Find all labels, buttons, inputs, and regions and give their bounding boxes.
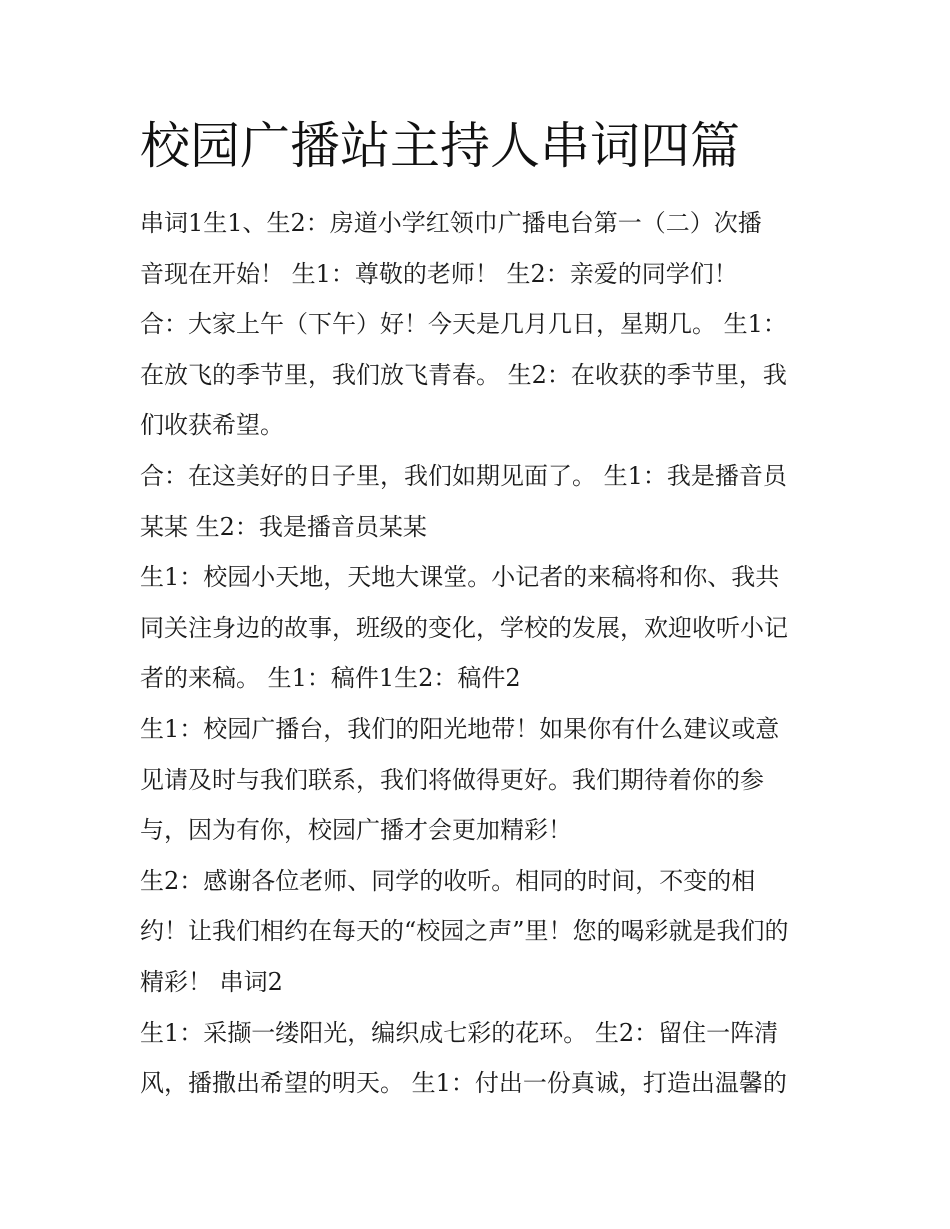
body-line: 生1：采撷一缕阳光，编织成七彩的花环。 生2：留住一阵清 bbox=[140, 1018, 779, 1047]
document-body bbox=[140, 198, 820, 1109]
body-line: 同关注身边的故事，班级的变化，学校的发展，欢迎收听小记 bbox=[140, 613, 788, 642]
body-line: 串词1生1、生2：房道小学红领巾广播电台第一（二）次播 bbox=[140, 209, 762, 237]
document-title: 校园广播站主持人串词四篇 bbox=[140, 117, 740, 175]
body-line: 者的来稿。 生1：稿件1生2：稿件2 bbox=[140, 664, 521, 693]
body-line: 生1：校园小天地，天地大课堂。小记者的来稿将和你、我共 bbox=[140, 563, 780, 592]
body-line: 与，因为有你，校园广播才会更加精彩！ bbox=[140, 816, 572, 845]
body-line: 们收获希望。 bbox=[140, 411, 284, 440]
body-line: 合：大家上午（下午）好！今天是几月几日，星期几。 生1： bbox=[140, 310, 787, 339]
body-line: 某某 生2：我是播音员某某 bbox=[140, 512, 427, 541]
body-line: 音现在开始！ 生1：尊敬的老师！ 生2：亲爱的同学们！ bbox=[140, 259, 738, 288]
body-line: 在放飞的季节里，我们放飞青春。 生2：在收获的季节里，我 bbox=[140, 360, 787, 389]
body-line: 生2：感谢各位老师、同学的收听。相同的时间，不变的相 bbox=[140, 866, 756, 895]
body-line: 精彩！ 串词2 bbox=[140, 967, 283, 996]
body-line: 约！让我们相约在每天的“校园之声”里！您的喝彩就是我们的 bbox=[140, 917, 789, 946]
body-line: 见请及时与我们联系，我们将做得更好。我们期待着你的参 bbox=[140, 765, 764, 794]
body-line: 合：在这美好的日子里，我们如期见面了。 生1：我是播音员 bbox=[140, 461, 787, 490]
body-line: 生1：校园广播台，我们的阳光地带！如果你有什么建议或意 bbox=[140, 714, 780, 743]
body-line: 风，播撒出希望的明天。 生1：付出一份真诚，打造出温馨的 bbox=[140, 1069, 787, 1098]
